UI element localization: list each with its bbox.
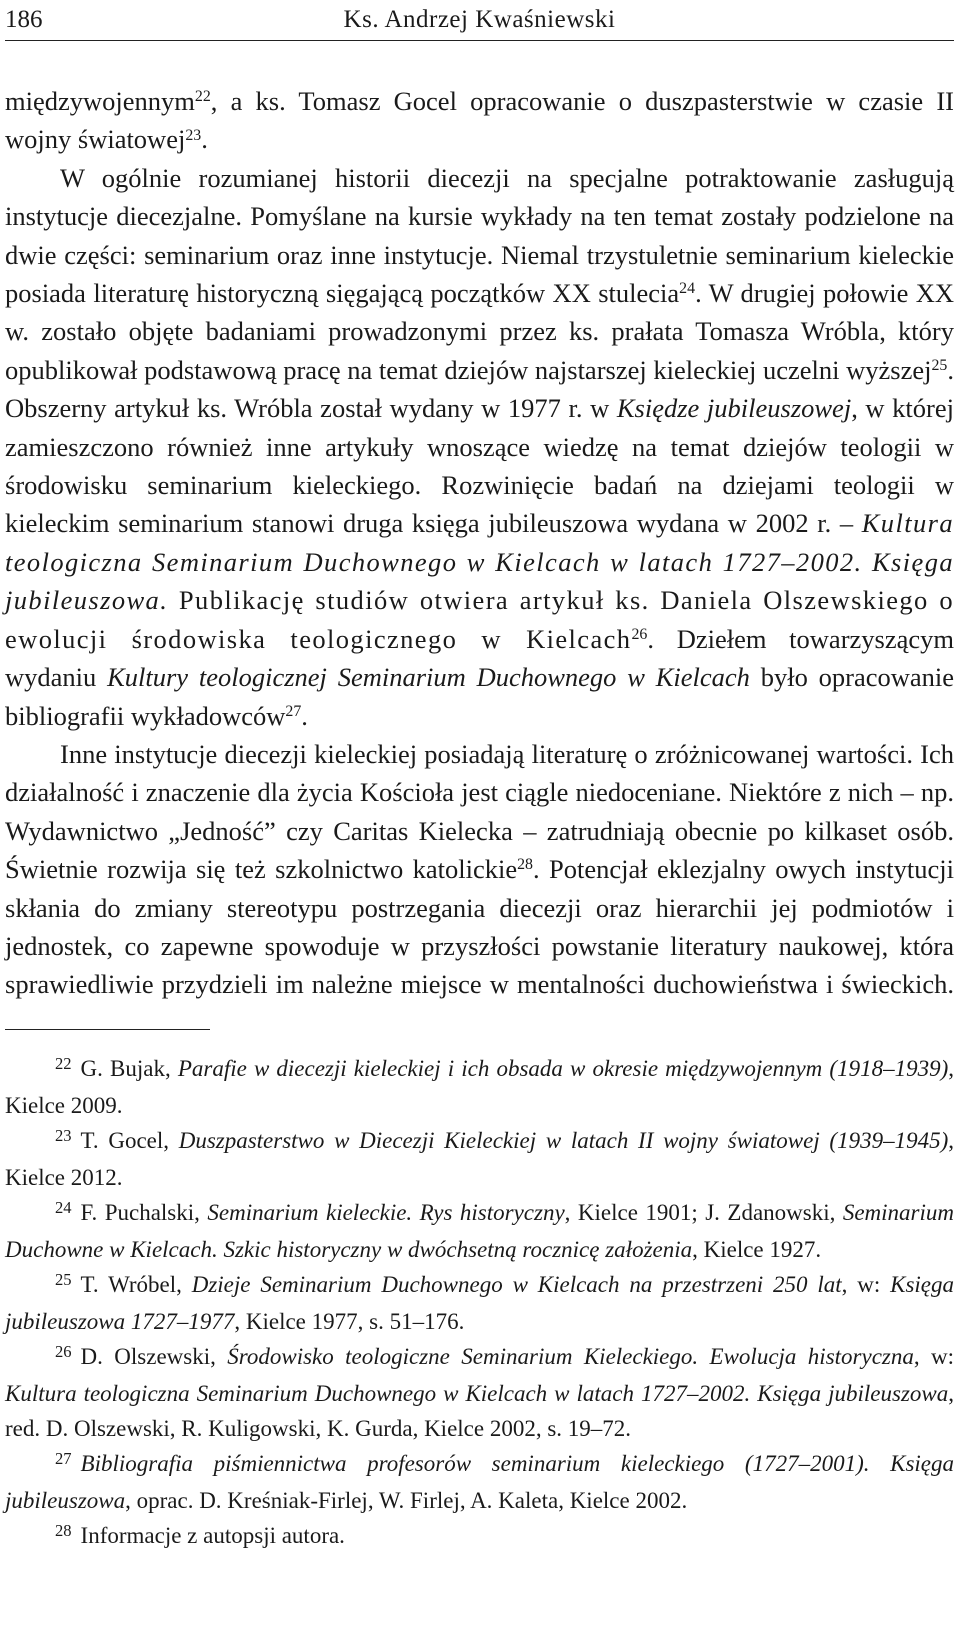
footnote-25 [5,1267,954,1339]
text-run: T. Gocel, [80,1128,179,1153]
paragraph-3 [5,735,954,1004]
footnote-ref-22: 22 [194,88,211,106]
running-title: Ks. Andrzej Kwaśniewski [343,6,616,33]
text-run: Informacje z autopsji autora. [80,1523,345,1548]
title-italic: Dzieje Seminarium Duchownego w Kielcach na przestrzeni 250 lat [191,1272,842,1297]
text-run: . [301,700,308,731]
text-run: , Kielce 1901; J. Zdanowski, [564,1200,843,1225]
footnote-ref-28: 28 [517,856,533,874]
text-run: W ogólnie rozumianej historii diecezji na specjalne potraktowanie zasługują instytucje diecezjalne. Pomyślane na kursie wykłady na ten temat zostały podzielone na dwie części: seminarium oraz inne instytucje. Niemal trzystuletnie seminarium kieleckie posiada literaturę historyczną sięgającą początków XX stulecia [5,162,954,309]
book-title-italic: Kultura teologiczna Seminarium Duchownego w Kielcach w latach 1727–2002. Księga jubileuszowa. [5,508,954,616]
text-run: Publikację studiów otwiera artykuł ks. Daniela Olszewskiego o ewolucji środowiska teologicznego w Kielcach [5,585,954,654]
footnote-ref-26: 26 [631,625,648,643]
title-italic: Bibliografia piśmiennictwa profesorów seminarium kieleckiego (1727–2001). Księga jubileuszowa [5,1451,954,1513]
title-italic: Środowisko teologiczne Seminarium Kieleckiego. Ewolucja historyczna [227,1344,914,1369]
text-run: , w: [841,1272,891,1297]
text-run: , Kielce 2009. [5,1056,954,1118]
text-run: międzywojennym [5,86,195,116]
footnotes [5,1051,954,1555]
text-run: . [201,124,208,155]
text-run: , Kielce 2012. [5,1128,954,1190]
footnote-ref-23: 23 [185,126,202,144]
footnote-28 [5,1518,954,1555]
header-rule [5,40,954,41]
text-run: . Potencjał eklezjalny owych instytucji skłania do zmiany stereotypu postrzegania diecezji oraz hierarchii jej podmiotów i jednostek, co zapewne spowoduje w przyszłości powstanie literatury naukowej, która sprawiedliwie przydzieli im należne miejsce w mentalności duchowieństwa i świeckich. [5,854,954,1000]
text-run: D. Olszewski, [80,1344,228,1369]
text-run: , Kielce 1977, s. 51–176. [234,1309,465,1334]
paragraph-2 [5,159,954,735]
text-run: T. Wróbel, [80,1272,192,1297]
title-italic: Seminarium Duchowne w Kielcach. Szkic historyczny w dwóchsetną rocznicę założenia [5,1200,954,1262]
footnote-ref-24: 24 [679,280,696,298]
footnote-24 [5,1195,954,1267]
title-italic: Księga jubileuszowa 1727–1977 [5,1272,954,1334]
footnote-27 [5,1446,954,1518]
footnote-22 [5,1051,954,1123]
footnote-ref-27: 27 [285,702,302,720]
text-run: G. Bujak, [80,1056,178,1081]
text-run: , Kielce 1927. [692,1237,822,1262]
footnote-separator [5,1029,210,1030]
title-italic: Seminarium kieleckie. Rys historyczny [207,1200,565,1225]
book-title-italic: Kultury teologicznej Seminarium Duchownego w Kielcach [107,662,750,693]
paragraph-1 [5,82,954,159]
main-text [5,82,954,1004]
text-run: , a ks. Tomasz Gocel opracowanie o duszpasterstwie w czasie II wojny światowej [5,86,954,155]
text-run: F. Puchalski, [80,1200,208,1225]
footnote-23 [5,1123,954,1195]
footnote-number: 24 [55,1198,72,1218]
text-run: , red. D. Olszewski, R. Kuligowski, K. Gurda, Kielce 2002, s. 19–72. [5,1381,954,1441]
page-header [5,4,954,36]
footnote-number: 22 [55,1054,72,1074]
text-run: . Dziełem towarzyszącym wydaniu [5,623,954,693]
footnote-number: 25 [55,1270,72,1290]
footnote-26 [5,1339,954,1446]
text-run: . W drugiej połowie XX w. zostało objęte badaniami prowadzonymi przez ks. prałata Tomasza Wróbla, który opublikował podstawową pracę na temat dziejów najstarszej kieleckiej uczelni wyższej [5,278,955,385]
title-italic: Duszpasterstwo w Diecezji Kieleckiej w latach II wojny światowej (1939–1945) [178,1128,949,1153]
title-italic: Kultura teologiczna Seminarium Duchownego w Kielcach w latach 1727–2002. Księga jubileuszowa [5,1381,949,1406]
book-title-italic: Księdze jubileuszowej [616,393,852,424]
text-run: , oprac. D. Kreśniak-Firlej, W. Firlej, A. Kaleta, Kielce 2002. [125,1488,688,1513]
title-italic: Parafie w diecezji kieleckiej i ich obsada w okresie międzywojennym (1918–1939) [177,1056,949,1081]
text-run: Inne instytucje diecezji kieleckiej posiadają literaturę o zróżnicowanej wartości. Ich działalność i znaczenie dla życia Kościoła jest ciągle niedoceniane. Niektóre z nich – np. Wydawnictwo „Jedność” czy Caritas Kielecka – zatrudniają obecnie po kilkaset osób. Świetnie rozwija się też szkolnictwo katolickie [5,738,954,885]
footnote-number: 28 [55,1521,72,1541]
text-run: . Obszerny artykuł ks. Wróbla został wydany w 1977 r. w [5,354,954,424]
footnote-number: 27 [55,1449,72,1469]
footnote-number: 23 [55,1126,72,1146]
footnote-number: 26 [55,1342,72,1362]
text-run: było opracowanie bibliografii wykładowców [5,662,955,731]
text-run: , w której zamieszczono również inne artykuły wnoszące wiedzę na temat dziejów teologii w środowisku seminarium kieleckiego. Rozwinięcie badań na dziejami teologii w kieleckim seminarium stanowi druga księga jubileuszowa wydana w 2002 r. – [5,393,954,539]
footnote-ref-25: 25 [931,357,948,375]
page-number: 186 [5,6,43,33]
text-run: , w: [913,1344,955,1369]
